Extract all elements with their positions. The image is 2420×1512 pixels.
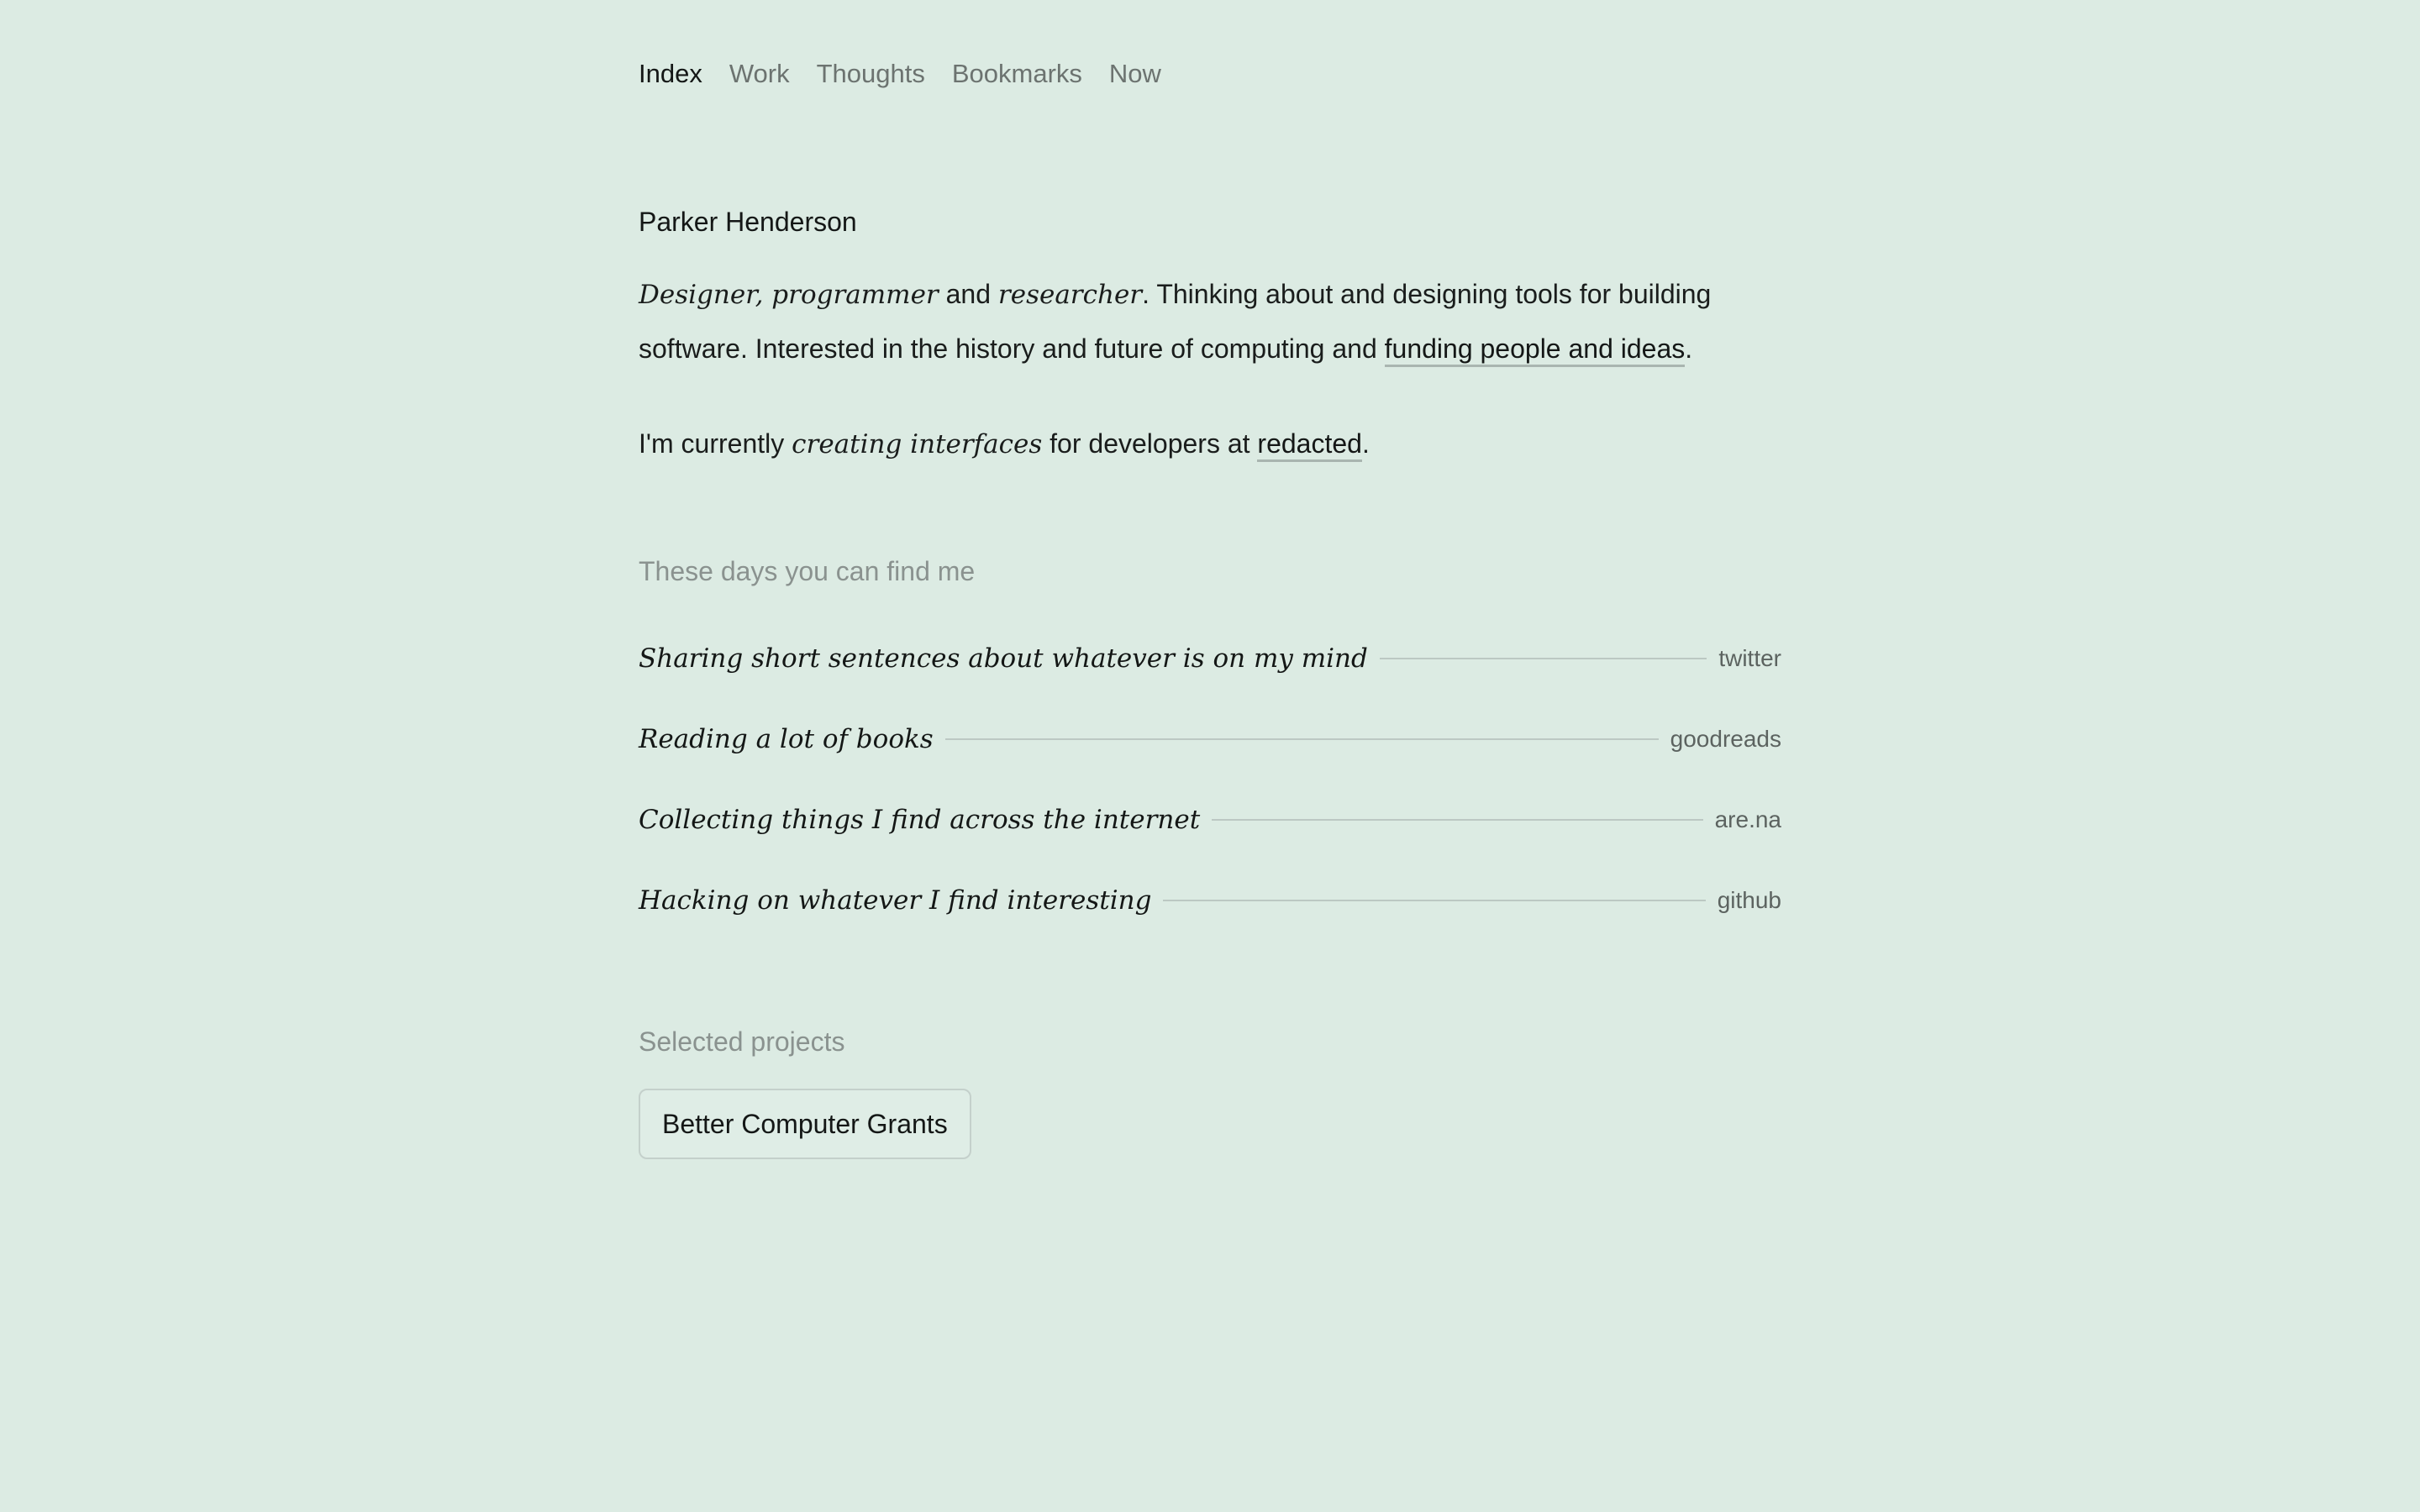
find-item-text: Hacking on whatever I find interesting [639,885,1152,916]
profile-name: Parker Henderson [639,207,857,237]
nav-bookmarks[interactable]: Bookmarks [951,59,1082,88]
current-end: . [1361,428,1370,459]
current-middle: for developers at [1042,428,1258,459]
list-item [639,714,1781,764]
github-link[interactable]: github [1717,887,1781,913]
intro-rest: . Thinking about and designing tools for building software. Interested in the history and future of computing and [639,279,1712,364]
leader-line [1212,819,1702,821]
funding-link[interactable]: funding people and ideas [1385,333,1686,367]
find-item-text: Reading a lot of books [639,724,934,754]
leader-line [945,738,1659,740]
intro-paragraph [639,267,1756,375]
current-prefix: I'm currently [639,428,792,459]
find-item-text: Collecting things I find across the internet [639,805,1201,835]
top-nav [639,55,1161,92]
intro-role-1: Designer, programmer [639,280,939,310]
arena-link[interactable]: are.na [1714,806,1781,832]
find-list [639,633,1781,956]
projects-section-title: Selected projects [639,1026,845,1057]
intro-and: and [938,279,998,309]
nav-index[interactable]: Index [639,59,702,88]
leader-line [1163,900,1705,901]
nav-work[interactable]: Work [729,59,790,88]
current-paragraph [639,417,1756,471]
current-emph: creating interfaces [792,429,1043,459]
employer-link[interactable]: redacted [1257,428,1362,462]
nav-thoughts[interactable]: Thoughts [816,59,925,88]
intro-role-2: researcher [997,280,1143,310]
goodreads-link[interactable]: goodreads [1670,726,1781,752]
nav-now[interactable]: Now [1108,59,1161,88]
find-section-title: These days you can find me [639,556,976,586]
intro-end: . [1685,333,1693,364]
find-item-text: Sharing short sentences about whatever is on my mind [639,643,1368,674]
list-item [639,795,1781,845]
project-card-better-computer-grants[interactable]: Better Computer Grants [639,1089,971,1159]
list-item [639,875,1781,926]
twitter-link[interactable]: twitter [1718,645,1781,671]
list-item [639,633,1781,684]
leader-line [1380,658,1707,659]
